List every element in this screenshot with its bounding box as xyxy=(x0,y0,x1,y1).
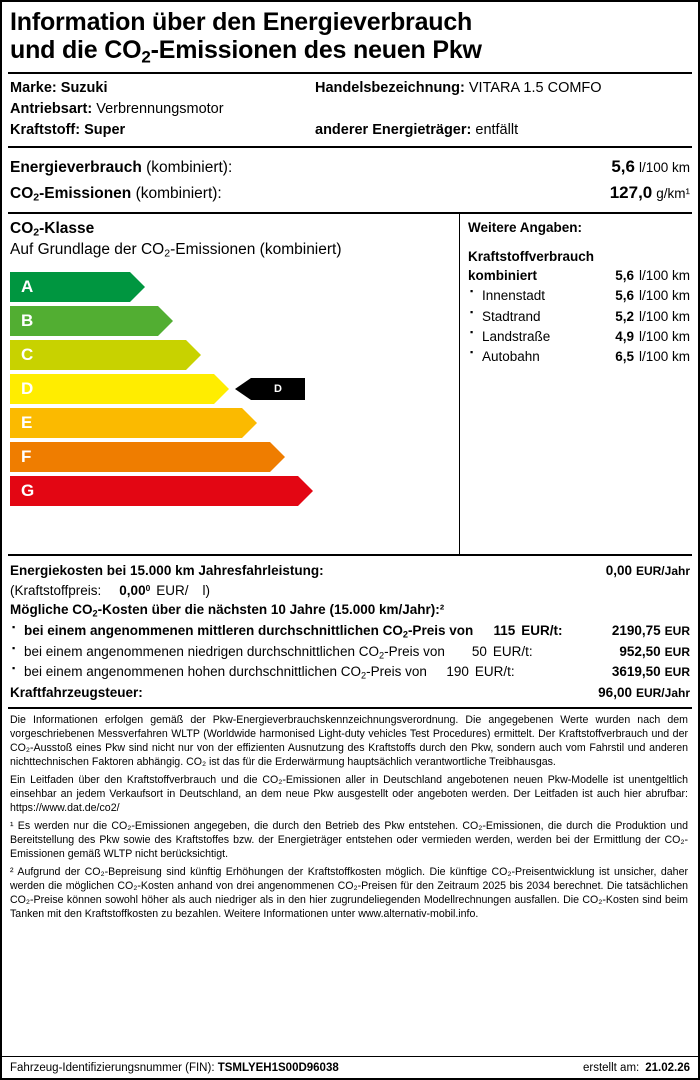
marke-field xyxy=(10,78,315,99)
kv-row-value: 6,5 xyxy=(615,349,634,365)
kv-row-value: 4,9 xyxy=(615,328,634,344)
kraftstoffverbrauch-detail-rows xyxy=(468,286,690,367)
co2-class-bar-label: G xyxy=(21,480,35,500)
co2-cost-row-total-unit: EUR xyxy=(664,665,690,680)
co2-class-bar-b xyxy=(10,306,158,336)
energieverbrauch-value: 5,6 xyxy=(611,157,635,177)
anderer-energietraeger-value: entfällt xyxy=(475,122,519,139)
page-title-line1: Information über den Energieverbrauch xyxy=(10,8,473,36)
marke-value: Suzuki xyxy=(60,80,108,97)
energiekosten-row xyxy=(10,561,690,581)
anderer-energietraeger-field xyxy=(315,120,690,141)
energieverbrauch-unit: l/100 km xyxy=(638,160,690,176)
erstellt-label: erstellt am: xyxy=(582,1062,640,1074)
co2-cost-row xyxy=(10,621,690,642)
kraftstoffverbrauch-kombiniert-row xyxy=(468,266,690,286)
weitere-angaben-panel xyxy=(460,214,692,554)
kv-row-value: 5,6 xyxy=(615,288,634,304)
co2-class-bar-label: C xyxy=(21,344,34,364)
consumption-summary xyxy=(8,148,692,212)
co2-emissionen-value: 127,0 xyxy=(609,182,653,202)
footnote-paragraph-4: ² Aufgrund der CO₂-Bepreisung sind künftig Erhöhungen der Kraftstoffkosten möglich. Die künftige CO₂-Preisentwicklung ist unsicher, daher werden die möglichen CO₂-Kosten anhand von drei angenommenen CO₂-Preisen für den Zeitraum 2025 bis 2034 berechnet. Die tatsächlichen CO₂-Preise können sowohl höher als auch niedriger als in den hier zugrundeliegenden Modellrechnungen ausfallen. Die CO₂-Kosten sind beim Tanken mit den Kraftstoffkosten zu bezahlen. Weitere Informationen unter www.alternativ-mobil.info. xyxy=(10,866,688,920)
energieverbrauch-label: Energieverbrauch xyxy=(10,159,142,177)
class-and-details xyxy=(8,214,692,554)
co2-cost-row-total-unit: EUR xyxy=(664,644,690,659)
co2-cost-row-total-unit: EUR xyxy=(664,623,690,638)
co2-klasse-title: $CO_2$-Klasse xyxy=(10,220,95,239)
co2-cost-rows xyxy=(10,621,690,683)
co2-cost-row-price-unit: EUR/t: xyxy=(521,622,563,638)
kv-row-name: ▪ Stadtrand xyxy=(468,307,600,327)
co2-class-bar-c xyxy=(10,340,186,370)
footnote-paragraph-2: Ein Leitfaden über den Kraftstoffverbrauch und die CO₂-Emissionen aller in Deutschland angebotenen neuen Pkw-Modelle ist unentgeltlich einsehbar an jedem Verkaufsort in Deutschland, an dem neue Pkw ausgestellt oder angeboten werden. Der Leitfaden ist auch hier abrufbar: https://www.dat.de/co2/ xyxy=(10,774,688,815)
co2-class-bar-label: A xyxy=(21,276,34,296)
handelsbezeichnung-field xyxy=(315,78,690,99)
antriebsart-label: Antriebsart: xyxy=(10,101,93,118)
co2-class-bar-label: D xyxy=(21,378,34,398)
kv-row-unit: l/100 km xyxy=(638,288,690,304)
vehicle-row-kraftstoff xyxy=(10,120,690,141)
kombiniert-unit: l/100 km xyxy=(638,268,690,284)
kraftstoffpreis-value: 0,00$^0$ xyxy=(119,582,151,598)
weitere-angaben-heading: Weitere Angaben: xyxy=(468,220,583,236)
co2-class-bar-a xyxy=(10,272,130,302)
co2-cost-row-text: ▪ bei einem angenommenen mittleren durchschnittlichen $CO_2$-Preis von xyxy=(10,621,473,642)
kraftfahrzeugsteuer-unit: EUR/Jahr xyxy=(635,685,690,700)
kraftstoffpreis-row xyxy=(10,581,690,601)
fin-field xyxy=(10,1062,583,1074)
energieverbrauch-qualifier: (kombiniert): xyxy=(146,159,233,177)
energiekosten-value: 0,00 xyxy=(605,563,632,579)
co2-cost-row-total: 952,50 xyxy=(619,643,661,659)
kraftstoffpreis-unit: EUR/ xyxy=(156,582,189,598)
costs-panel xyxy=(8,556,692,707)
kraftstoff-label: Kraftstoff: xyxy=(10,122,81,139)
co2-class-bar-e xyxy=(10,408,242,438)
page-title-line2: und die $CO_2$-Emissionen des neuen Pkw xyxy=(10,36,482,67)
kv-row-value: 5,2 xyxy=(615,308,634,324)
co2-emissionen-label: $CO_2$-Emissionen xyxy=(10,184,132,204)
co2-class-bar-label: E xyxy=(21,412,33,432)
co2-class-bar-label: F xyxy=(21,446,32,466)
kombiniert-label: kombiniert xyxy=(468,268,538,284)
vehicle-row-marke xyxy=(10,78,690,99)
co2-class-panel xyxy=(8,214,460,554)
fin-value: TSMLYEH1S00D96038 xyxy=(217,1062,339,1074)
kraftstoffpreis-unit-suffix: l) xyxy=(202,582,210,598)
moegliche-co2-kosten-heading: Mögliche $CO_2$-Kosten über die nächsten 10 Jahre (15.000 km/Jahr):² xyxy=(10,602,445,619)
kraftfahrzeugsteuer-row xyxy=(10,683,690,703)
erstellt-value: 21.02.26 xyxy=(645,1062,690,1074)
kv-row-unit: l/100 km xyxy=(638,328,690,344)
handelsbezeichnung-value: VITARA 1.5 COMFO xyxy=(468,80,602,97)
co2-emissionen-unit: g/km¹ xyxy=(656,185,690,201)
antriebsart-value: Verbrennungsmotor xyxy=(96,101,224,118)
co2-cost-row-price-unit: EUR/t: xyxy=(492,643,533,659)
footnote-paragraph-1: Die Informationen erfolgen gemäß der Pkw-Energieverbrauchskennzeichnungsverordnung. Die angegebenen Werte wurden nach dem vorgeschriebenen Messverfahren WLTP (Worldwide harmonised Light-duty vehicles Test Procedures) ermittelt. Der Kraftstoffverbrauch und der CO₂-Ausstoß eines Pkw sind nicht nur von der effizienten Ausnutzung des Kraftstoffs durch den Pkw, sondern auch vom Fahrstil und anderen nichttechnischen Faktoren abhängig. CO₂ ist das für die Erderwärmung hauptsächlich verantwortliche Treibhausgas. xyxy=(10,714,688,769)
co2-klasse-subtitle: Auf Grundlage der $CO_2$-Emissionen (kombiniert) xyxy=(10,240,342,260)
vehicle-row-antrieb xyxy=(10,99,690,120)
co2-cost-row-total: 2190,75 xyxy=(611,622,661,638)
erstellt-field xyxy=(583,1062,690,1074)
kraftstoffverbrauch-row xyxy=(468,347,690,367)
co2-cost-row-price-unit: EUR/t: xyxy=(474,664,515,680)
co2-class-bar-g xyxy=(10,476,298,506)
footnotes xyxy=(8,709,692,922)
footer xyxy=(2,1056,698,1078)
co2-cost-row-text: ▪ bei einem angenommenen niedrigen durchschnittlichen $CO_2$-Preis von xyxy=(10,642,445,663)
kraftstoffverbrauch-row xyxy=(468,327,690,347)
co2-class-indicator xyxy=(235,378,305,400)
co2-emissionen-qualifier: (kombiniert): xyxy=(135,184,222,202)
co2-cost-row-total: 3619,50 xyxy=(611,664,661,680)
kraftstoffverbrauch-title: Kraftstoffverbrauch xyxy=(468,249,595,265)
kraftfahrzeugsteuer-label: Kraftfahrzeugsteuer: xyxy=(10,684,143,700)
kraftstoffverbrauch-row xyxy=(468,286,690,306)
co2-class-bar-d xyxy=(10,374,214,404)
co2-class-bars xyxy=(10,272,453,506)
anderer-energietraeger-label: anderer Energieträger: xyxy=(315,122,472,139)
co2-class-bar-f xyxy=(10,442,270,472)
marke-label: Marke: xyxy=(10,80,57,97)
kv-row-name: ▪ Innenstadt xyxy=(468,286,600,306)
co2-class-indicator-label: D xyxy=(251,378,305,400)
energieverbrauch-row xyxy=(10,154,690,180)
co2-cost-row-price: 115 xyxy=(493,622,516,638)
energiekosten-label: Energiekosten bei 15.000 km Jahresfahrleistung: xyxy=(10,563,324,579)
co2-emissionen-row xyxy=(10,180,690,206)
kv-row-unit: l/100 km xyxy=(638,308,690,324)
fin-label: Fahrzeug-Identifizierungsnummer (FIN): xyxy=(10,1062,215,1074)
kv-row-name: ▪ Autobahn xyxy=(468,347,600,367)
co2-cost-row-price: 190 xyxy=(446,664,469,680)
energiekosten-unit: EUR/Jahr xyxy=(635,564,690,579)
page-title xyxy=(10,8,692,66)
kraftstoff-field xyxy=(10,120,315,141)
co2-cost-row-price: 50 xyxy=(471,643,487,659)
co2-cost-row-text: ▪ bei einem angenommenen hohen durchschnittlichen $CO_2$-Preis von xyxy=(10,662,427,683)
kombiniert-value: 5,6 xyxy=(615,268,634,284)
vehicle-info xyxy=(8,74,692,146)
co2-class-bar-label: B xyxy=(21,310,34,330)
kv-row-name: ▪ Landstraße xyxy=(468,327,600,347)
kv-row-unit: l/100 km xyxy=(638,349,690,365)
footnote-paragraph-3: ¹ Es werden nur die CO₂-Emissionen angegeben, die durch den Betrieb des Pkw entstehen. CO₂-Emissionen, die durch die Produktion und Bereitstellung des Pkw sowie des Kraftstoffes bzw. der Energieträger entstehen oder vermieden werden, werden bei der Ermittlung der CO₂-Emissionen gemäß WLTP nicht berücksichtigt. xyxy=(10,820,688,861)
kraftstoffpreis-label: (Kraftstoffpreis: xyxy=(10,582,102,598)
co2-cost-row xyxy=(10,662,690,683)
kraftstoffverbrauch-row xyxy=(468,307,690,327)
handelsbezeichnung-label: Handelsbezeichnung: xyxy=(315,80,465,97)
kraftstoff-value: Super xyxy=(84,122,126,139)
co2-cost-row xyxy=(10,642,690,663)
kraftfahrzeugsteuer-value: 96,00 xyxy=(598,684,632,700)
antriebsart-field xyxy=(10,99,315,120)
